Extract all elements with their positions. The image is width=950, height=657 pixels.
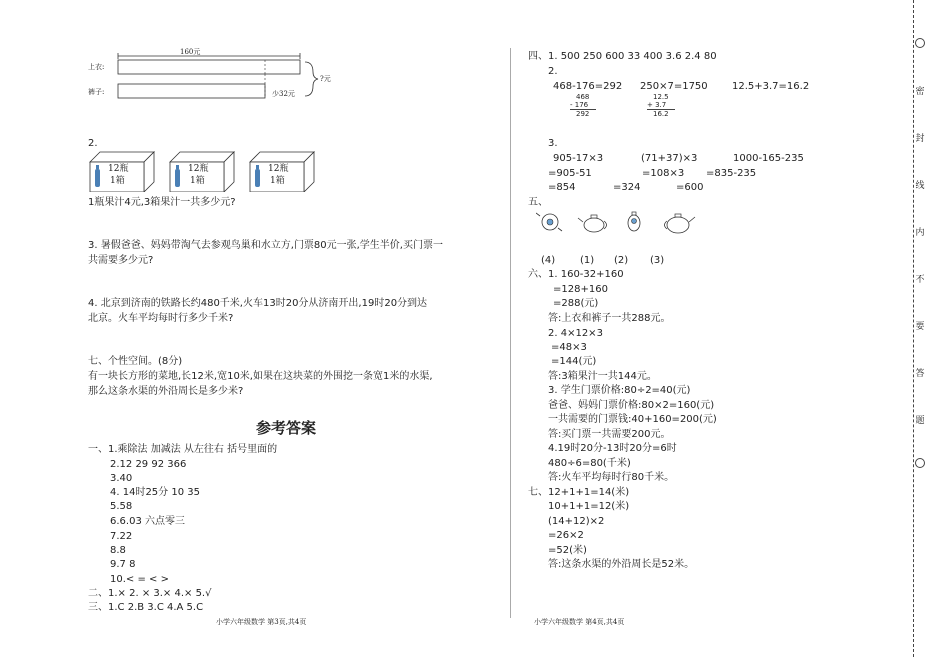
binding-hole-icon — [915, 458, 925, 468]
box-text-bottles: 12瓶 — [108, 164, 129, 174]
segment-lines-svg — [110, 52, 350, 107]
q7-line1: 有一块长方形的菜地,长12米,宽10米,如果在这块菜的外围挖一条宽1米的水渠, — [88, 371, 433, 382]
left-footer: 小学六年级数学 第3页,共4页 — [216, 618, 307, 626]
juice-box — [248, 150, 316, 192]
answer-line: 4. 14时25分 10 35 — [110, 487, 200, 498]
teapot-side-view-icon — [578, 215, 607, 232]
s6-line: 爸爸、妈妈门票价格:80×2=160(元) — [548, 400, 715, 411]
row1-label: 上衣: — [88, 63, 105, 71]
q3-line1: 3. 暑假爸爸、妈妈带淘气去参观鸟巢和水立方,门票80元一张,学生半价,买门票一 — [88, 240, 443, 251]
binding-char: 内 — [915, 228, 925, 238]
s7-line: 答:这条水渠的外沿周长是52米。 — [548, 559, 695, 570]
q4-line1: 4. 北京到济南的铁路长约480千米,火车13时20分从济南开出,19时20分到达 — [88, 298, 428, 309]
right-footer: 小学六年级数学 第4页,共4页 — [534, 618, 625, 626]
q3-line2: 共需要多少元? — [88, 255, 154, 266]
s4-line1: 四、1. 500 250 600 33 400 3.6 2.4 80 — [528, 51, 717, 62]
binding-char: 题 — [915, 416, 925, 426]
s6-line: 一共需要的门票钱:40+160=200(元) — [548, 414, 717, 425]
q7-line2: 那么这条水渠的外沿周长是多少米? — [88, 386, 244, 397]
answer-line: 3.40 — [110, 473, 133, 484]
answer-line: 一、1.乘除法 加减法 从左往右 括号里面的 — [88, 444, 278, 455]
box-text-bottles: 12瓶 — [188, 164, 209, 174]
answer-line: 5.58 — [110, 501, 133, 512]
page-divider — [510, 48, 511, 618]
s7-line: 10+1+1=12(米) — [548, 501, 630, 512]
calc3-cell: =835-235 — [706, 168, 757, 179]
answer-title: 参考答案 — [256, 419, 317, 437]
vertical-calc-line: 12.5 — [653, 93, 669, 101]
s6-line: =128+160 — [553, 284, 608, 295]
binding-char: 不 — [915, 275, 925, 285]
s5-heading: 五、 — [528, 197, 548, 208]
teapot-top-view-icon — [536, 213, 562, 231]
juice-box — [88, 150, 156, 192]
box-text-case: 1箱 — [270, 176, 285, 186]
vertical-calc-line: 292 — [576, 110, 590, 118]
s4-calc: 250×7=1750 — [640, 81, 708, 92]
calc3-cell: 1000-165-235 — [733, 153, 804, 164]
less-label: 少32元 — [272, 90, 295, 98]
s6-line: 答:买门票一共需要200元。 — [548, 429, 671, 440]
binding-hole-icon — [915, 38, 925, 48]
answer-line: 2.12 29 92 366 — [110, 459, 187, 470]
binding-char: 封 — [915, 134, 925, 144]
s6-line: =144(元) — [551, 356, 597, 367]
answer-line: 7.22 — [110, 531, 133, 542]
s4-3: 3. — [548, 138, 558, 149]
s5-label: (4) — [541, 255, 556, 266]
s7-line: =52(米) — [548, 545, 587, 556]
row2-label: 裤子: — [88, 88, 105, 96]
answer-line: 三、1.C 2.B 3.C 4.A 5.C — [88, 602, 204, 613]
answer-line: 二、1.× 2. × 3.× 4.× 5.√ — [88, 588, 212, 599]
s6-line: 2. 4×12×3 — [548, 328, 603, 339]
s6-line: 4.19时20分-13时20分=6时 — [548, 443, 677, 454]
s4-2: 2. — [548, 66, 558, 77]
s6-line: 480÷6=80(千米) — [548, 458, 631, 469]
calc3-cell: 905-17×3 — [553, 153, 604, 164]
calc3-cell: =108×3 — [642, 168, 685, 179]
teapot-front-view-icon — [628, 212, 640, 231]
answer-line: 9.7 8 — [110, 559, 136, 570]
s4-calc: 468-176=292 — [553, 81, 623, 92]
s6-line: 六、1. 160-32+160 — [528, 269, 624, 280]
teapot-views-svg — [536, 208, 706, 240]
calc3-cell: =854 — [548, 182, 576, 193]
s5-label: (1) — [580, 255, 595, 266]
binding-char: 要 — [915, 322, 925, 332]
box-text-case: 1箱 — [110, 176, 125, 186]
calc3-cell: =600 — [676, 182, 704, 193]
vertical-calc-line: - 176 — [570, 101, 589, 109]
brace-label: ?元 — [320, 75, 331, 83]
calc3-cell: =905-51 — [548, 168, 592, 179]
q4-line2: 北京。火车平均每时行多少千米? — [88, 313, 234, 324]
s6-line: 3. 学生门票价格:80÷2=40(元) — [548, 385, 691, 396]
q7-heading: 七、个性空间。(8分) — [88, 356, 183, 367]
answer-line: 6.6.03 六点零三 — [110, 516, 185, 527]
s5-label: (3) — [650, 255, 665, 266]
s6-line: =288(元) — [553, 298, 599, 309]
answer-line: 10.< = < > — [110, 574, 169, 585]
vertical-calc-line: + 3.7 — [647, 101, 667, 109]
calc3-cell: =324 — [613, 182, 641, 193]
q2-number: 2. — [88, 138, 98, 149]
s6-line: 答:上衣和裤子一共288元。 — [548, 313, 671, 324]
box-text-bottles: 12瓶 — [268, 164, 289, 174]
binding-char: 密 — [915, 87, 925, 97]
teapot-side-view-icon — [665, 214, 696, 233]
s7-line: (14+12)×2 — [548, 516, 605, 527]
binding-char: 答 — [915, 369, 925, 379]
juice-box — [168, 150, 236, 192]
box-text-case: 1箱 — [190, 176, 205, 186]
s4-calc: 12.5+3.7=16.2 — [732, 81, 810, 92]
diagram-top-label: 160元 — [180, 48, 201, 56]
vertical-calc-line: 16.2 — [653, 110, 669, 118]
q2-text: 1瓶果汁4元,3箱果汁一共多少元? — [88, 197, 236, 208]
answer-line: 8.8 — [110, 545, 126, 556]
binding-char: 线 — [915, 181, 925, 191]
s6-line: 答:3箱果汁一共144元。 — [548, 371, 657, 382]
s6-line: 答:火车平均每时行80千米。 — [548, 472, 675, 483]
s6-line: =48×3 — [551, 342, 587, 353]
vertical-calc-line: 468 — [576, 93, 590, 101]
s5-label: (2) — [614, 255, 629, 266]
s7-line: 七、12+1+1=14(米) — [528, 487, 630, 498]
calc3-cell: (71+37)×3 — [641, 153, 698, 164]
s7-line: =26×2 — [548, 530, 584, 541]
